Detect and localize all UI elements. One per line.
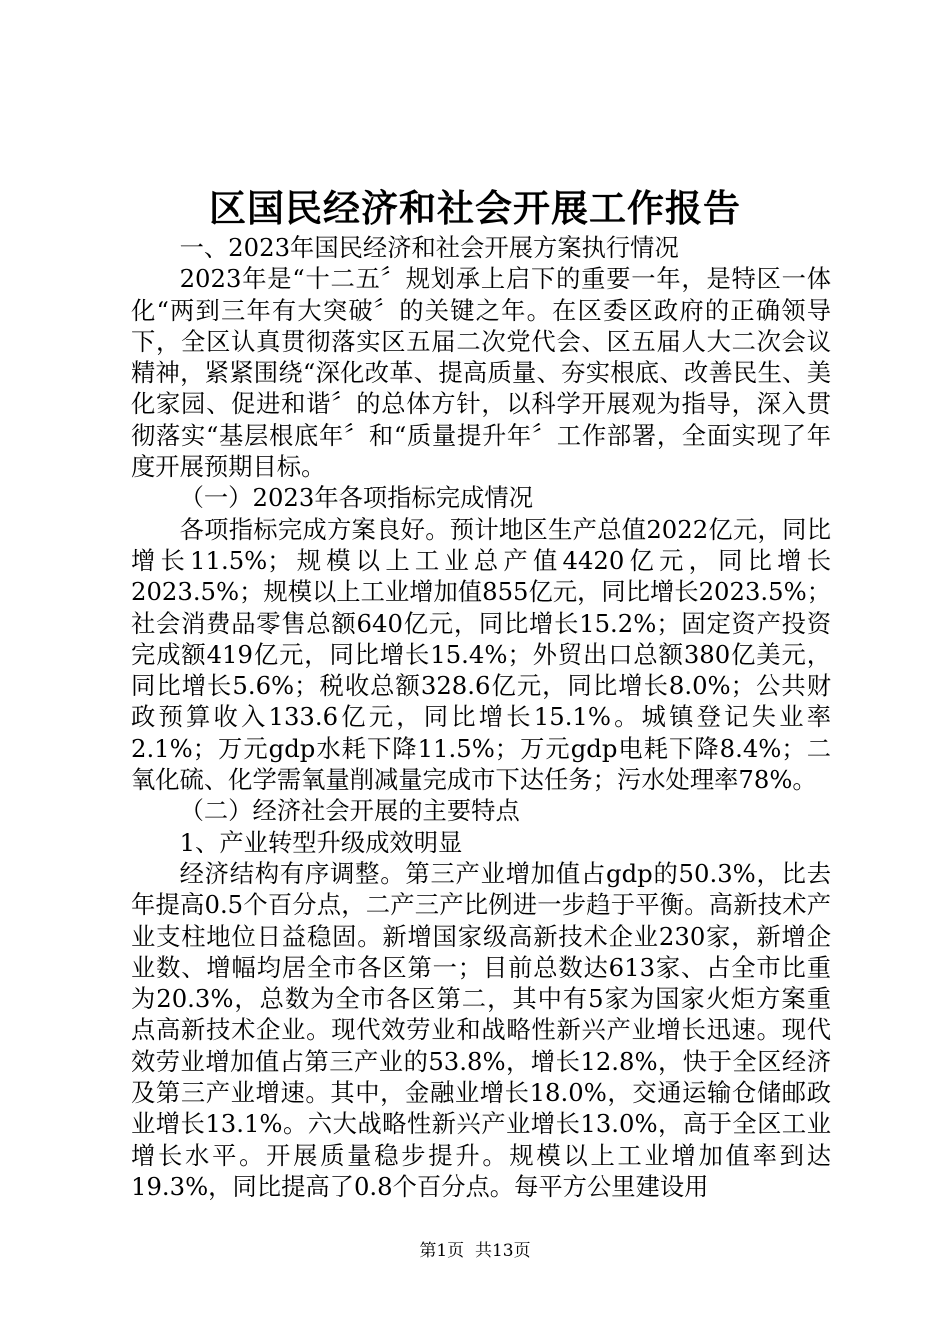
item-heading-industry: 1、产业转型升级成效明显 xyxy=(179,827,463,857)
document-body xyxy=(131,232,831,1202)
subsection-heading-features: （二）经济社会开展的主要特点 xyxy=(179,796,520,826)
paragraph-indicators: 各项指标完成方案良好。预计地区生产总值2022亿元，同比增长11.5%；规模以上工业总产值4420亿元，同比增长2023.5%；规模以上工业增加值855亿元，同比增长2023.5%；社会消费品零售总额640亿元，同比增长15.2%；固定资产投资完成额419亿元，同比增长15.4%；外贸出口总额380亿美元，同比增长5.6%；税收总额328.6亿元，同比增长8.0%；公共财政预算收入133.6亿元，同比增长15.1%。城镇登记失业率2.1%；万元gdp水耗下降11.5%；万元gdp电耗下降8.4%；二氧化硫、化学需氧量削减量完成市下达任务；污水处理率78%。 xyxy=(131,514,831,795)
paragraph-intro: 2023年是“十二五〞规划承上启下的重要一年，是特区一体化“两到三年有大突破〞的关键之年。在区委区政府的正确领导下，全区认真贯彻落实区五届二次党代会、区五届人大二次会议精神，紧紧围绕“深化改革、提高质量、夯实根底、改善民生、美化家园、促进和谐〞的总体方针，以科学开展观为指导，深入贯彻落实“基层根底年〞和“质量提升年〞工作部署，全面实现了年度开展预期目标。 xyxy=(131,264,831,482)
section-heading-1: 一、2023年国民经济和社会开展方案执行情况 xyxy=(179,233,679,262)
paragraph-industry: 经济结构有序调整。第三产业增加值占gdp的50.3%，比去年提高0.5个百分点，二产三产比例进一步趋于平衡。高新技术产业支柱地位日益稳固。新增国家级高新技术企业230家，新增企业数、增幅均居全市各区第一；目前总数达613家、占全市比重为20.3%，总数为全市各区第二，其中有5家为国家火炬方案重点高新技术企业。现代效劳业和战略性新兴产业增长迅速。现代效劳业增加值占第三产业的53.8%，增长12.8%，快于全区经济及第三产业增速。其中，金融业增长18.0%，交通运输仓储邮政业增长13.1%。六大战略性新兴产业增长13.0%，高于全区工业增长水平。开展质量稳步提升。规模以上工业增加值率到达19.3%，同比提高了0.8个百分点。每平方公里建设用 xyxy=(131,858,831,1201)
subsection-heading-indicators: （一）2023年各项指标完成情况 xyxy=(179,483,533,513)
page-footer xyxy=(0,1240,950,1262)
page-number-label: 第1页 共13页 xyxy=(419,1241,531,1261)
document-title: 区国民经济和社会开展工作报告 xyxy=(209,186,741,230)
